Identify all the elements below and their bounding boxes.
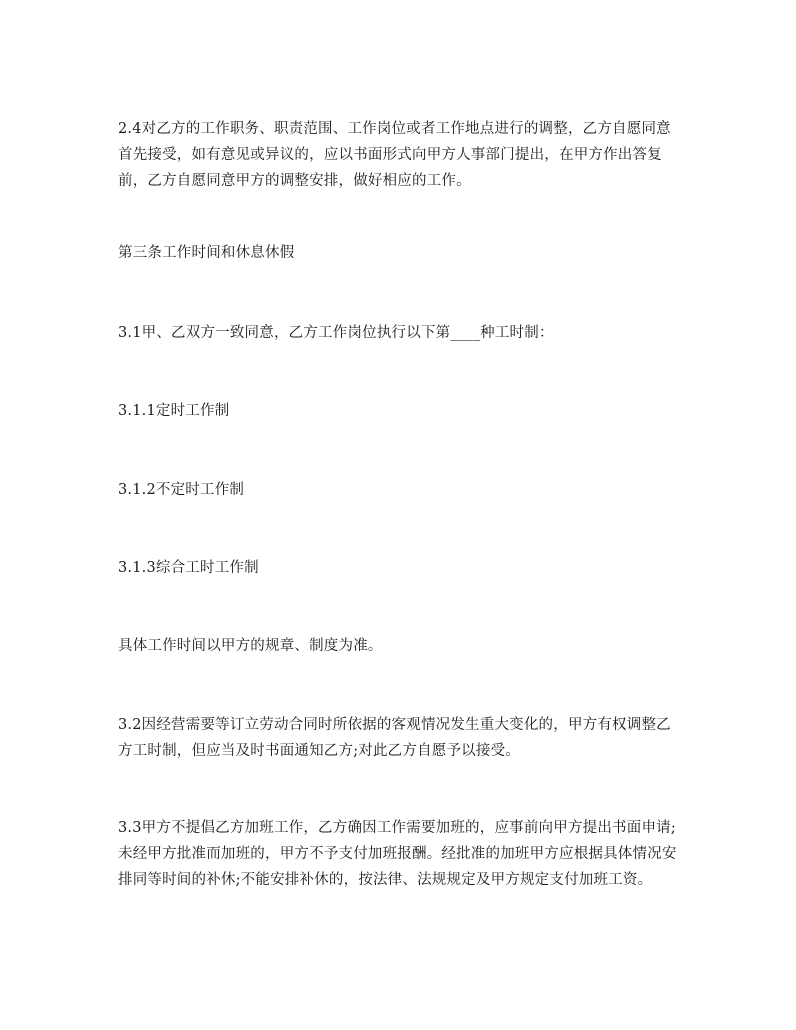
list-item-3-1-2: 3.1.2不定时工作制	[118, 482, 245, 498]
paragraph-2-4-adjustment: 2.4对乙方的工作职务、职责范围、工作岗位或者工作地点进行的调整，乙方自愿同意首先接受，如有意见或异议的，应以书面形式向甲方人事部门提出，在甲方作出答复前，乙方自愿同意甲方的调整安排，做好相应的工作。	[118, 121, 671, 189]
list-item-3-1-3: 3.1.3综合工时工作制	[118, 560, 259, 576]
paragraph-3-3-overtime: 3.3甲方不提倡乙方加班工作，乙方确因工作需要加班的，应事前向甲方提出书面申请;未经甲方批准而加班的，甲方不予支付加班报酬。经批准的加班甲方应根据具体情况安排同等时间的补休;不能安排补休的，按法律、法规规定及甲方规定支付加班工资。	[118, 820, 677, 888]
paragraph-3-2-change: 3.2因经营需要等订立劳动合同时所依据的客观情况发生重大变化的，甲方有权调整乙方工时制，但应当及时书面通知乙方;对此乙方自愿予以接受。	[118, 717, 671, 759]
paragraph-specific-hours: 具体工作时间以甲方的规章、制度为准。	[118, 638, 383, 654]
paragraph-3-1-work-hour-system: 3.1甲、乙双方一致同意，乙方工作岗位执行以下第____种工时制：	[118, 325, 554, 341]
list-item-3-1-1: 3.1.1定时工作制	[118, 403, 230, 419]
section-heading-article-3: 第三条工作时间和休息休假	[118, 245, 295, 261]
